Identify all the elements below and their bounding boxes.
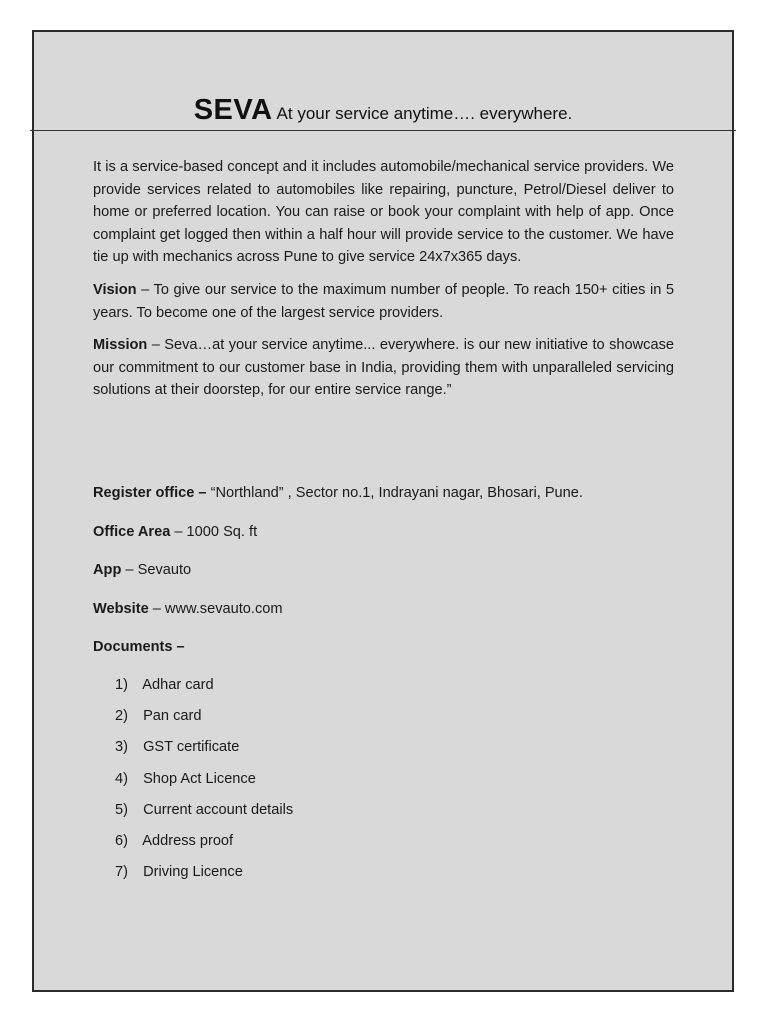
register-office-label: Register office – — [93, 485, 207, 501]
app-value: – Sevauto — [121, 562, 192, 579]
website-label: Website — [93, 600, 149, 617]
list-item-number: 1) — [115, 677, 128, 693]
documents-list — [115, 674, 293, 892]
list-item-text: Current account details — [143, 801, 294, 818]
brand-tagline: At your service anytime…. everywhere. — [276, 104, 573, 123]
intro-paragraph: It is a service-based concept and it includes automobile/mechanical service providers. We provide services related to automobiles like repairing, puncture, Petrol/Diesel deliver to home or preferred location. You can raise or book your complaint with help of app. Once complaint get logged then within a half hour will provide service to the customer. We have tie up with mechanics across Pune to give service 24x7x365 days. — [93, 159, 674, 266]
document-body — [93, 156, 674, 412]
mission-paragraph — [93, 334, 674, 402]
list-item-number: 7) — [115, 864, 128, 881]
office-area-line — [93, 521, 693, 560]
app-line — [93, 559, 693, 598]
brand-name: SEVA — [193, 94, 273, 126]
company-facts — [93, 482, 693, 675]
list-item-number: 3) — [115, 739, 128, 756]
list-item — [115, 736, 293, 767]
app-label: App — [93, 562, 122, 579]
list-item-text: Adhar card — [142, 677, 214, 693]
website-value: – www.sevauto.com — [148, 600, 283, 617]
vision-text: – To give our service to the maximum number of people. To reach 150+ cities in 5 years. To become one of the largest service providers. — [93, 281, 674, 321]
list-item — [115, 705, 293, 736]
document-header — [34, 94, 732, 127]
vision-label: Vision — [93, 281, 137, 298]
list-item — [115, 830, 293, 861]
vision-paragraph — [93, 279, 674, 324]
list-item — [115, 768, 293, 799]
register-office-line — [93, 482, 693, 521]
mission-label: Mission — [93, 337, 148, 354]
list-item-text: Address proof — [142, 832, 234, 849]
list-item-number: 4) — [115, 770, 128, 787]
list-item — [115, 799, 293, 830]
office-area-value: – 1000 Sq. ft — [170, 523, 258, 540]
list-item-text: Shop Act Licence — [143, 770, 256, 787]
list-item-text: Pan card — [143, 708, 202, 725]
register-office-value: “Northland” , Sector no.1, Indrayani nagar, Bhosari, Pune. — [206, 485, 583, 501]
documents-label: Documents – — [93, 639, 185, 656]
list-item — [115, 861, 293, 892]
list-item-number: 2) — [115, 708, 128, 725]
list-item-number: 5) — [115, 801, 128, 818]
header-divider — [30, 130, 736, 131]
list-item — [115, 674, 293, 705]
mission-text: – Seva…at your service anytime... everywhere. is our new initiative to showcase our commitment to our customer base in India, providing them with unparalleled servicing solutions at their doorstep, for our entire service range.” — [93, 337, 674, 399]
office-area-label: Office Area — [93, 523, 171, 540]
list-item-text: GST certificate — [143, 739, 240, 756]
website-line — [93, 598, 693, 637]
documents-heading-line — [93, 636, 693, 675]
list-item-number: 6) — [115, 832, 128, 849]
list-item-text: Driving Licence — [143, 864, 243, 881]
